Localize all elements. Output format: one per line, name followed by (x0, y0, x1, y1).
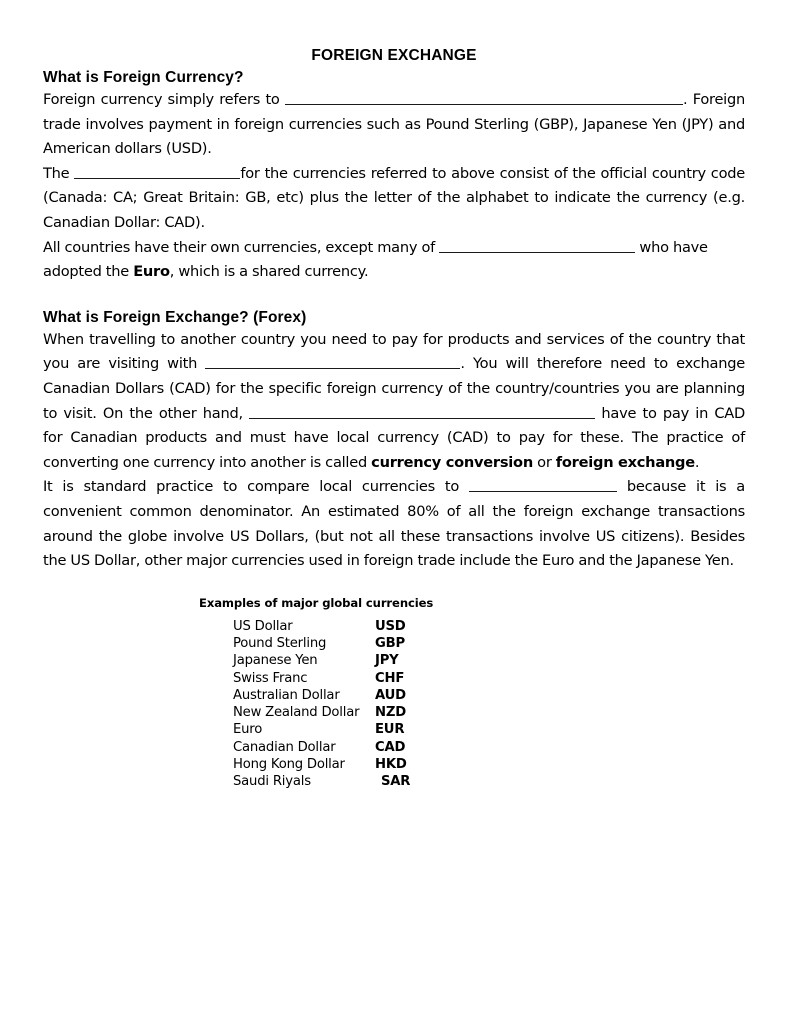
table-row (233, 773, 410, 790)
paragraph-forex-explanation (43, 328, 745, 476)
para2-text-after-blank: for the currencies referred to above consist of the official country code (Canada: CA; Great Britain: GB, etc) plus the letter of the alphabet to indicate the currency (e.g. Canadian Dollar: CAD). (43, 164, 745, 231)
paragraph-currency-codes (43, 162, 745, 236)
currency-code: JPY (375, 653, 399, 669)
currency-code: NZD (375, 705, 406, 721)
document-body (43, 46, 745, 791)
forex-para1-middle: . You will therefore need to exchange Canadian Dollars (CAD) for the specific foreign currency of the country/countries you are planning to visit. On the other hand, (43, 355, 745, 422)
para2-text-before-blank: The (43, 164, 75, 182)
currency-code: EUR (375, 722, 405, 738)
table-row (233, 721, 410, 738)
currency-name: Hong Kong Dollar (233, 757, 345, 773)
forex-para1-before-blank: When travelling to another country you need to pay for products and services of the country that you are visiting with (43, 330, 745, 373)
para1-text-before-blank: Foreign currency simply refers to (43, 91, 285, 108)
currency-code: GBP (375, 635, 405, 651)
heading-what-is-foreign-exchange: What is Foreign Exchange? (Forex) (43, 308, 307, 326)
currency-name: New Zealand Dollar (233, 705, 360, 721)
currency-name: Swiss Franc (233, 670, 308, 686)
table-row (233, 756, 410, 773)
document-title: FOREIGN EXCHANGE (311, 47, 477, 64)
para3-text-after-blank: who have adopted the (43, 238, 708, 281)
currency-name: Japanese Yen (233, 653, 318, 669)
forex-para2-before-blank: It is standard practice to compare local currencies to (43, 478, 469, 496)
currency-examples-table (233, 618, 410, 791)
table-row (233, 739, 410, 756)
table-row (233, 635, 410, 652)
examples-title: Examples of major global currencies (199, 595, 434, 610)
paragraph-euro (43, 236, 745, 285)
fill-in-blank-3[interactable] (439, 238, 635, 253)
heading-what-is-foreign-currency: What is Foreign Currency? (43, 69, 244, 86)
currency-name: Australian Dollar (233, 687, 340, 703)
para3-text-end: , which is a shared currency. (169, 263, 369, 281)
currency-code: CAD (375, 739, 406, 755)
fill-in-blank-6[interactable] (469, 477, 617, 492)
bold-currency-conversion: currency conversion (371, 453, 533, 471)
examples-block (43, 595, 745, 791)
fill-in-blank-5[interactable] (249, 404, 595, 419)
table-row (233, 670, 410, 687)
currency-name: Canadian Dollar (233, 739, 336, 755)
currency-name: Euro (233, 722, 263, 738)
currency-name: Pound Sterling (233, 635, 327, 651)
fill-in-blank-4[interactable] (205, 354, 460, 369)
currency-code: SAR (381, 774, 411, 790)
fill-in-blank-1[interactable] (285, 90, 683, 105)
currency-code: AUD (375, 687, 406, 703)
forex-para2-after-blank: because it is a convenient common denominator. An estimated 80% of all the foreign exchange transactions around the globe involve US Dollars, (but not all these transactions involve US citizens). Besides the US Dollar, other major currencies used in foreign trade include the Euro and the Japanese Yen. (43, 478, 745, 570)
currency-name: US Dollar (233, 618, 293, 634)
table-row (233, 704, 410, 721)
paragraph-standard-practice (43, 475, 745, 573)
currency-name: Saudi Riyals (233, 774, 311, 790)
bold-foreign-exchange: foreign exchange (555, 453, 695, 471)
currency-code: CHF (375, 670, 405, 686)
para3-bold-euro: Euro (133, 263, 170, 281)
table-row (233, 652, 410, 669)
table-row (233, 618, 410, 635)
forex-para1-end: . (694, 453, 700, 471)
table-row (233, 687, 410, 704)
fill-in-blank-2[interactable] (74, 164, 240, 179)
currency-table-body (233, 618, 410, 791)
para1-text-after-blank: . (682, 91, 688, 108)
currency-code: USD (375, 618, 406, 634)
forex-para1-between-bolds: or (532, 453, 556, 471)
para1-remaining-text: Foreign trade involves payment in foreign currencies such as Pound Sterling (GBP), Japanese Yen (JPY) and American dollars (USD). (43, 91, 745, 158)
currency-code: HKD (375, 757, 407, 773)
para3-text-before-blank: All countries have their own currencies, except many of (43, 238, 440, 256)
paragraph-foreign-currency-definition (43, 88, 745, 162)
forex-para1-after-blank2: have to pay in CAD for Canadian products and must have local currency (CAD) to pay for these. The practice of converting one currency into another is called (43, 404, 745, 471)
